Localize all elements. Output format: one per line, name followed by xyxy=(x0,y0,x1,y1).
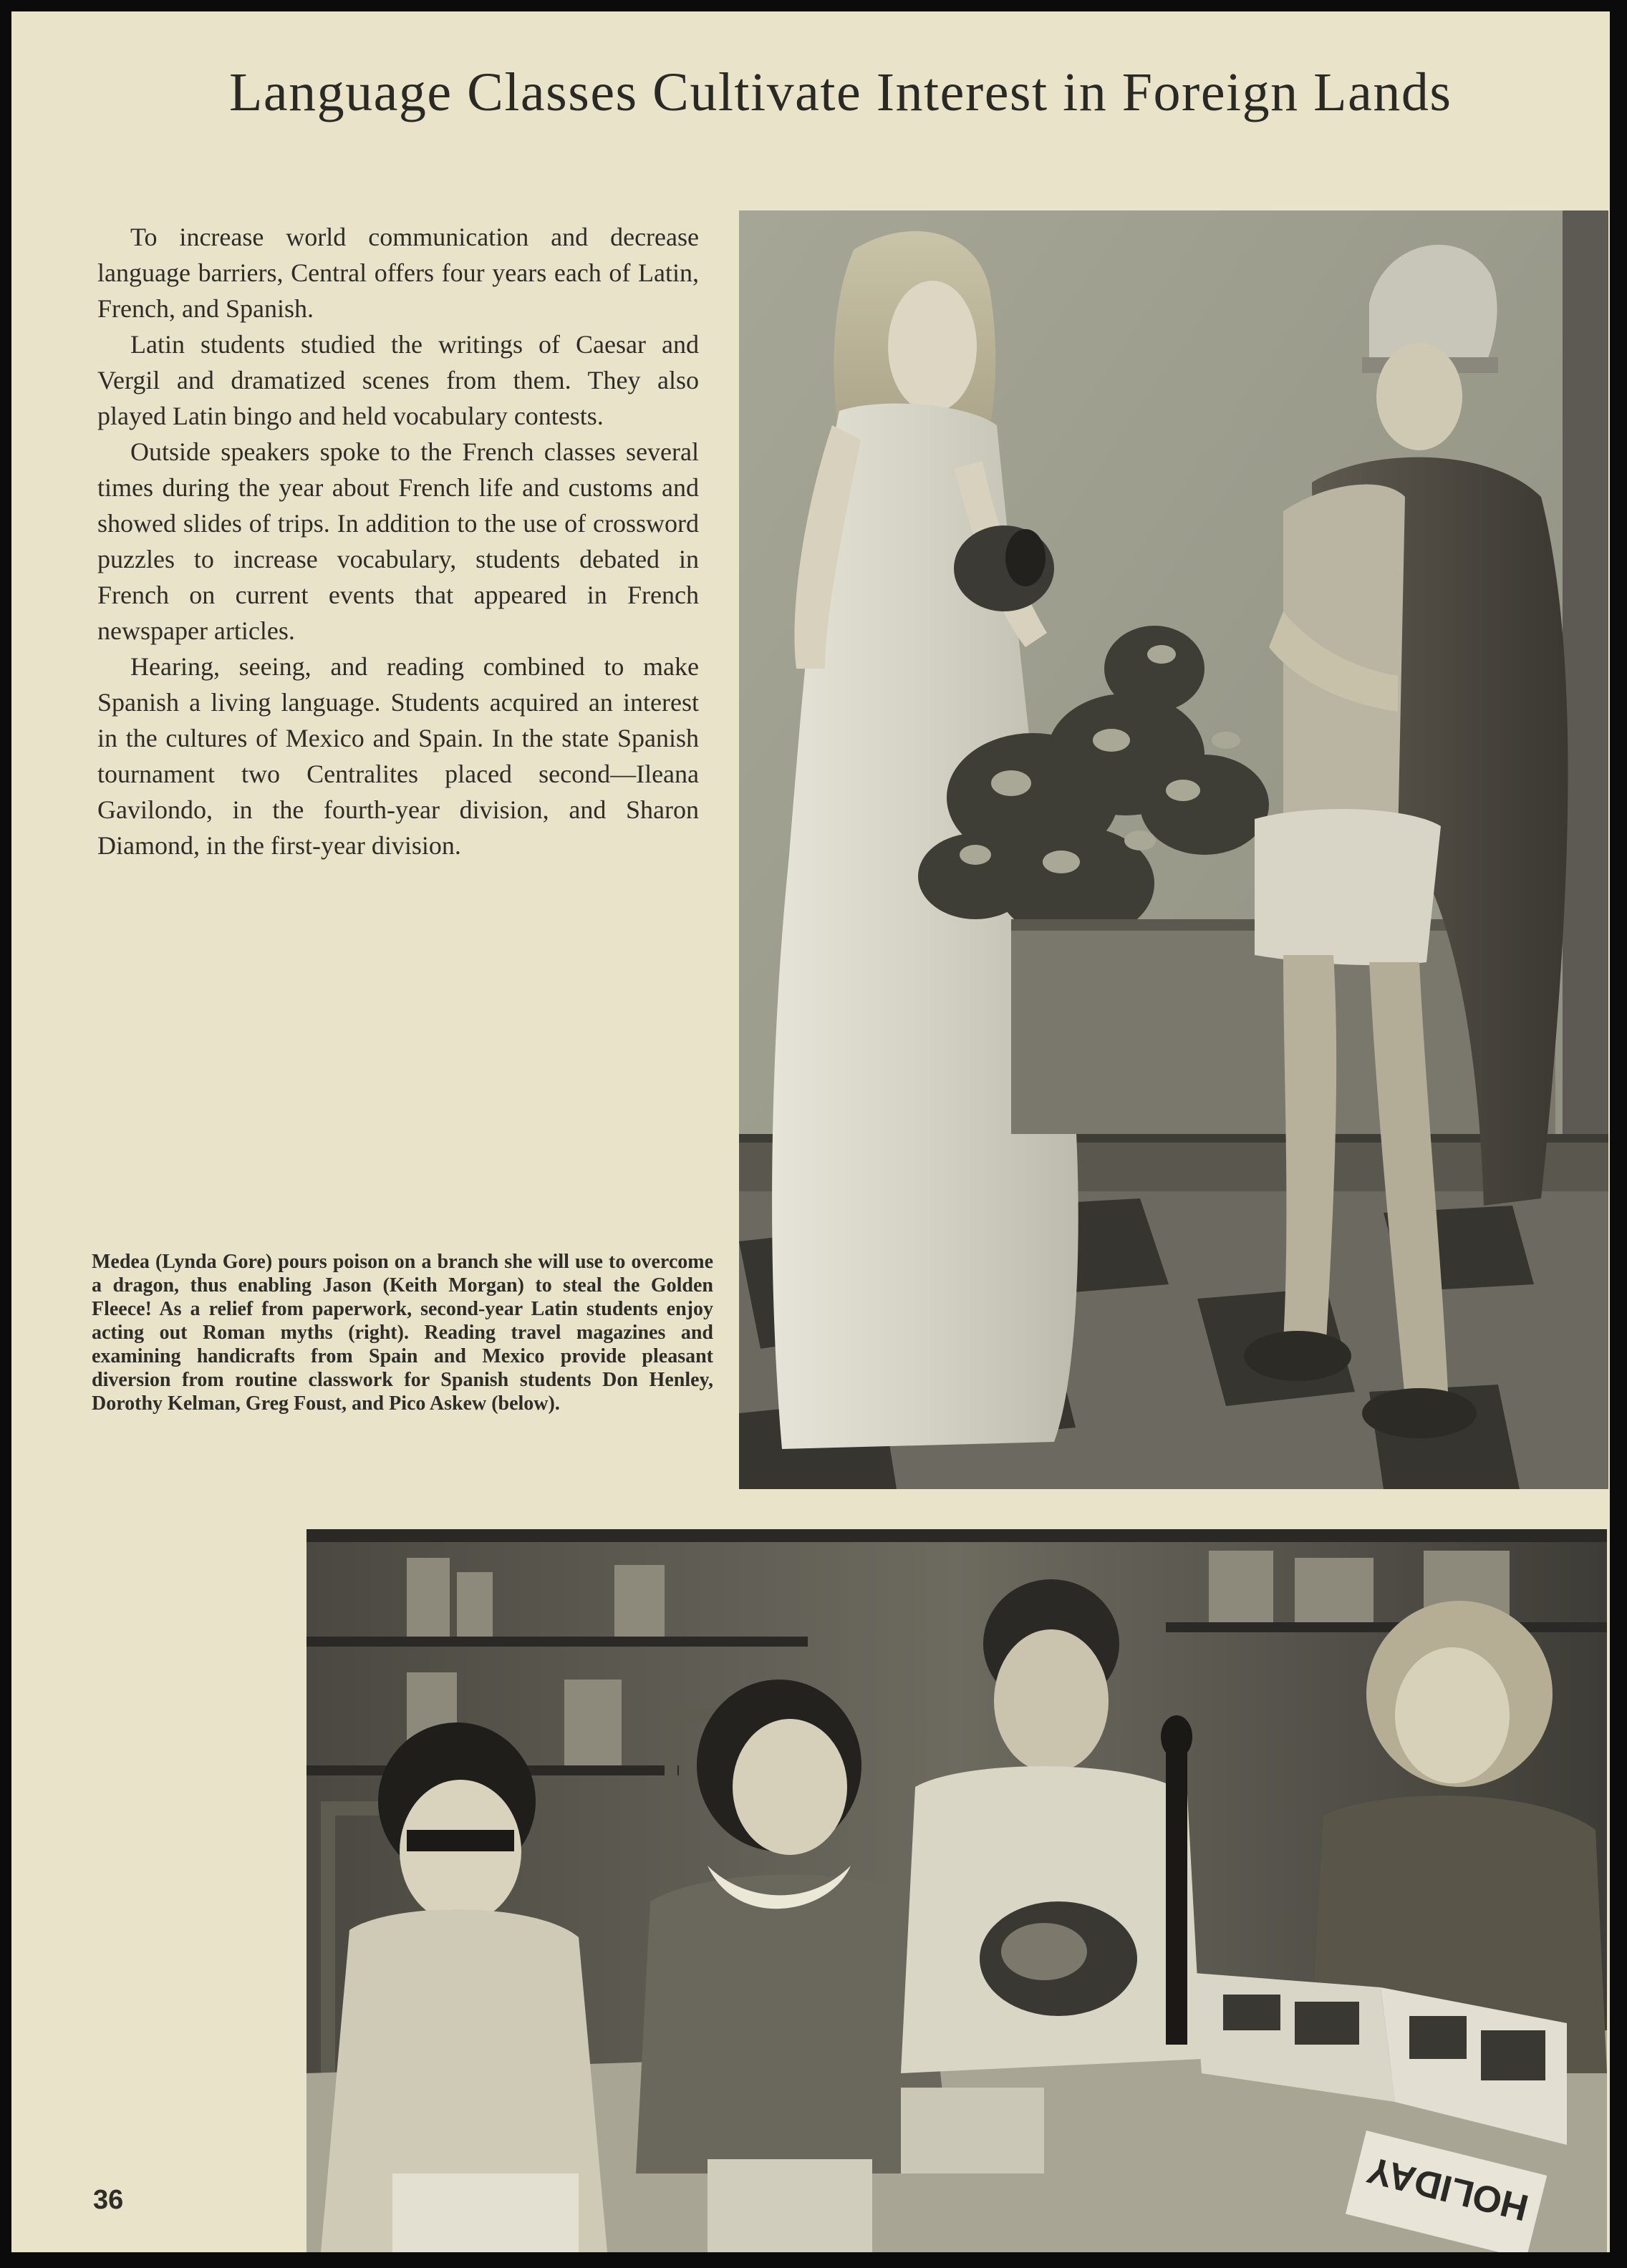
paragraph-spanish: Hearing, seeing, and reading combined to make Spanish a living language. Students acquired an interest in the cultures of Mexico and Spain. In the state Spanish tournament two Centralites placed second—Ileana Gavilondo, in the fourth-year division, and Sharon Diamond, in the first-year division. xyxy=(97,652,699,860)
photo-spanish-students xyxy=(306,1529,1607,2252)
paragraph-latin: Latin students studied the writings of Caesar and Vergil and dramatized scenes from them. They also played Latin bingo and held vocabulary contests. xyxy=(97,330,699,430)
paragraph-intro: To increase world communication and decrease language barriers, Central offers four years each of Latin, French, and Spanish. xyxy=(97,223,699,323)
photo-caption: Medea (Lynda Gore) pours poison on a branch she will use to overcome a dragon, thus enabling Jason (Keith Morgan) to steal the Golden Fleece! As a relief from paperwork, second-year Latin students enjoy acting out Roman myths (right). Reading travel magazines and examining handicrafts from Spain and Mexico provide pleasant diversion from routine classwork for Spanish students Don Henley, Dorothy Kelman, Greg Foust, and Pico Askew (below). xyxy=(92,1251,713,1415)
article-body xyxy=(97,219,699,863)
paragraph-french: Outside speakers spoke to the French classes several times during the year about French life and customs and showed slides of trips. In addition to the use of crossword puzzles to increase vocabulary, students debated in French on current events that appeared in French newspaper articles. xyxy=(97,437,699,645)
photo-latin-scene-image xyxy=(739,210,1608,1489)
photo-latin-students-myth xyxy=(739,210,1608,1489)
yearbook-page xyxy=(11,11,1610,2252)
page-number: 36 xyxy=(93,2185,124,2215)
page-title: Language Classes Cultivate Interest in Foreign Lands xyxy=(229,62,1452,122)
holiday-magazine-text: HOLIDAY xyxy=(1363,2148,1533,2229)
photo-spanish-scene-image xyxy=(306,1529,1607,2252)
